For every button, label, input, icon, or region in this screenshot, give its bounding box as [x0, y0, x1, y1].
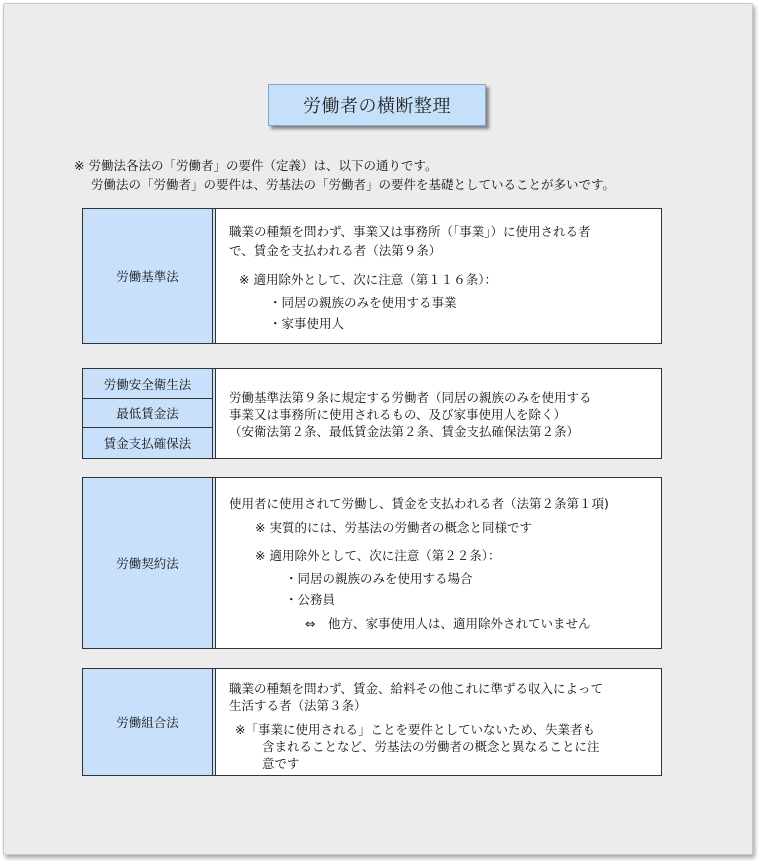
definition-line: で、賃金を支払われる者（法第９条） [229, 243, 442, 258]
exclusion-item: ・家事使用人 [269, 316, 345, 331]
exclusion-note: ※ 適用除外として、次に注意（第２２条）： [255, 548, 501, 563]
table-labor-union-act [82, 668, 662, 776]
definition-line: 事業又は事務所に使用されるもの、及び家事使用人を除く） [229, 407, 567, 422]
table-label-column [83, 209, 216, 343]
page-title: 労働者の横断整理 [268, 84, 486, 126]
definition-line: 職業の種類を問わず、賃金、給料その他これに準ずる収入によって [229, 681, 604, 696]
note-line: ※ 実質的には、労基法の労働者の概念と同様です [255, 520, 532, 535]
row-label: 賃金支払確保法 [103, 436, 192, 451]
row-label: 労働安全衛生法 [83, 369, 212, 399]
note-line: ※「事業に使用される」ことを要件としていないため、失業者も [235, 722, 595, 737]
table-safety-minwage-wagepay [82, 368, 662, 459]
exclusion-item: ・同居の親族のみを使用する場合 [285, 571, 473, 586]
table-label-column [83, 669, 216, 775]
table-labor-contract-act [82, 477, 662, 649]
table-label-column [83, 478, 216, 648]
note-line-2: 労働法の「労働者」の要件は、労基法の「労働者」の要件を基礎としていることが多いです。 [91, 177, 616, 192]
row-label: 労働基準法 [116, 269, 179, 284]
note-line: 意です [262, 756, 300, 771]
row-label: 労働契約法 [116, 556, 179, 571]
exclusion-note: ※ 適用除外として、次に注意（第１１６条）： [239, 272, 497, 287]
definition-line: 使用者に使用されて労働し、賃金を支払われる者（法第２条第１項) [229, 496, 609, 511]
exclusion-item: ・同居の親族のみを使用する事業 [269, 295, 457, 310]
table-labor-standards-act [82, 208, 662, 344]
table-label-column [83, 369, 216, 458]
definition-line: 生活する者（法第３条） [229, 698, 367, 713]
note-line: 含まれることなど、労基法の労働者の概念と異なることに注 [262, 739, 600, 754]
row-label: 労働組合法 [116, 715, 179, 730]
definition-line: 職業の種類を問わず、事業又は事務所（「事業」）に使用される者 [229, 224, 591, 239]
definition-line: 労働基準法第９条に規定する労働者（同居の親族のみを使用する [229, 390, 592, 405]
row-label: 最低賃金法 [83, 399, 212, 428]
definition-line: （安衛法第２条、最低賃金法第２条、賃金支払確保法第２条） [229, 424, 580, 439]
exclusion-item: ・公務員 [285, 592, 336, 607]
note-line-1: ※ 労働法各法の「労働者」の要件（定義）は、以下の通りです。 [74, 158, 438, 173]
contrast-note: ⇔ 他方、家事使用人は、適用除外されていません [305, 616, 591, 631]
